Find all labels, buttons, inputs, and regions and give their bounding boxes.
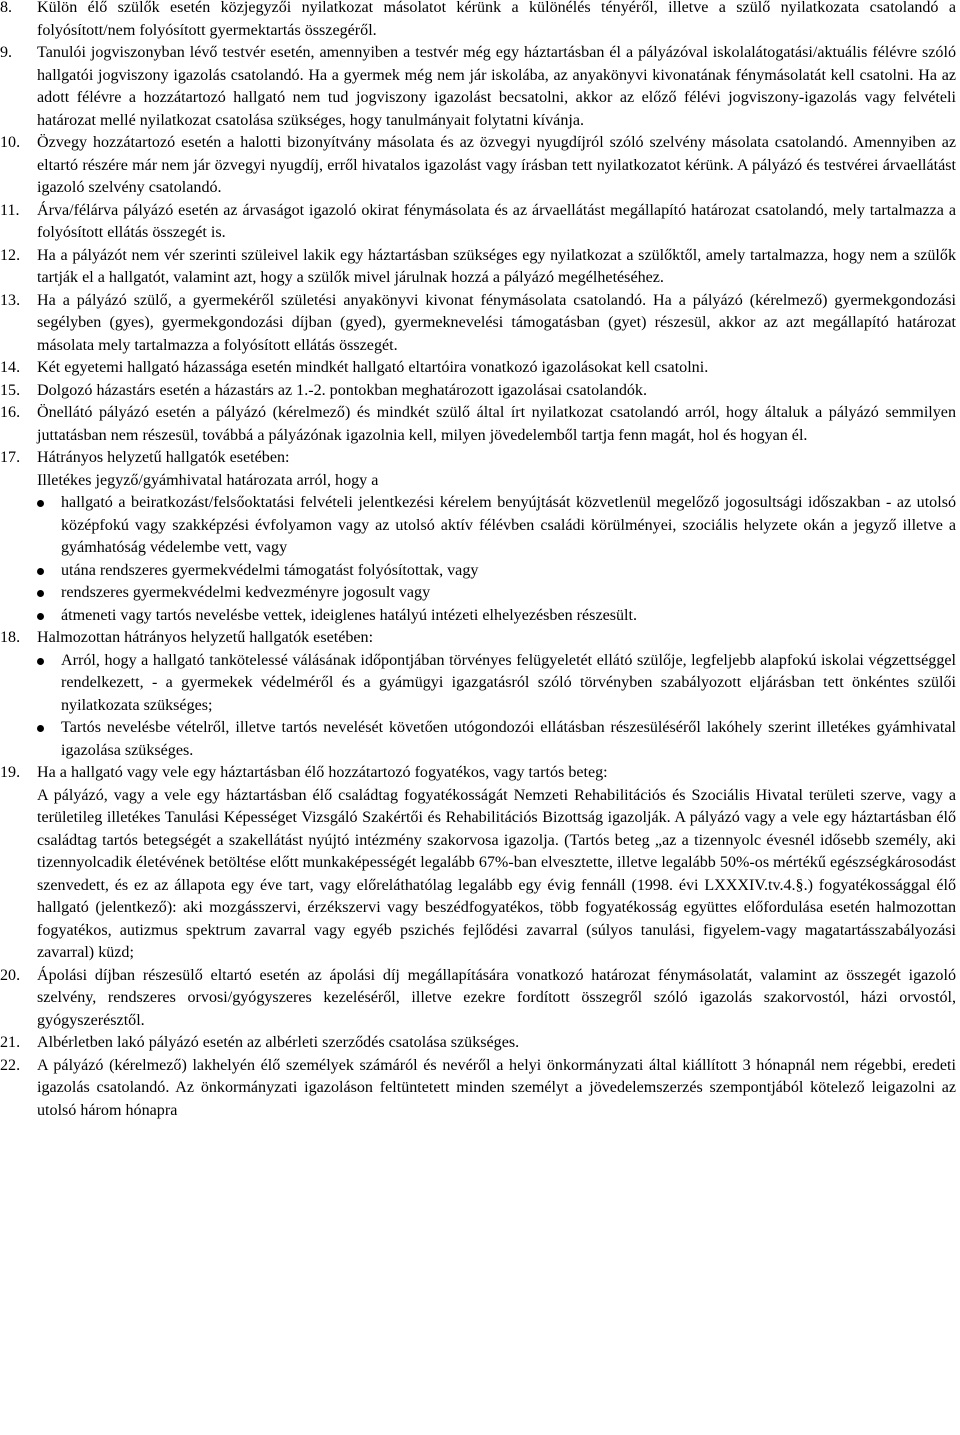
- item-number: 18.: [0, 629, 21, 646]
- list-item-11: [0, 200, 956, 245]
- list-item-20: [0, 965, 956, 1033]
- item-number: 10.: [0, 134, 21, 151]
- item-number: 20.: [0, 966, 21, 984]
- list-item-10: [0, 132, 956, 200]
- item-text: Ápolási díjban részesülő eltartó esetén az ápolási díj megállapítására vonatkozó határozat fénymásolatát, valamint az összegét igazoló szelvény, rendszeres orvosi/gyógyszeres kezeléséről, illetve ezekre fordított összegről szóló igazolás szakorvostól, házi orvostól, gyógyszerésztől.: [37, 966, 956, 1029]
- list-item-13: [0, 290, 956, 358]
- list-item-15: [0, 380, 956, 403]
- item-number: 21.: [0, 1034, 21, 1051]
- bullet-icon: [37, 590, 44, 597]
- item-text: Tanulói jogviszonyban lévő testvér esetén, amennyiben a testvér még egy háztartásban él a pályázóval iskolalátogatási/aktuális félévre szóló hallgatói jogviszony igazolás csatolandó. Ha a gyermek még nem jár iskolába, az anyakönyvi kivonatának fénymásolatát kell csatolni. Ha az adott félévre a hozzátartozó hallgató nem tud jogviszony igazolást becsatolni, akkor az előző félévi jogviszony-igazolás vagy felvételi határozat mellé nyilatkozat csatolása szükséges, hogy tanulmányait folytatni kívánja.: [37, 44, 956, 129]
- list-item-14: [0, 357, 956, 380]
- item-18-bullet-list: [37, 650, 956, 763]
- bullet-text: Arról, hogy a hallgató tankötelessé válásának időpontjában törvényes felügyeletét ellátó szülője, legfeljebb alapfokú iskolai végzettséggel rendelkezett, - a gyermekek védelméről és a gyámügyi igazgatásról szóló törvényben szabályozott eljárásban tett önkéntes szülői nyilatkozata szükséges;: [61, 651, 956, 714]
- list-item-18: [0, 627, 956, 650]
- item-number: 14.: [0, 359, 21, 376]
- item-text: Két egyetemi hallgató házassága esetén mindkét hallgató eltartóira vonatkozó igazolásokat kell csatolni.: [37, 359, 709, 376]
- bullet-item: [37, 560, 956, 583]
- item-number: 19.: [0, 764, 21, 781]
- item-text: Ha a hallgató vagy vele egy háztartásban élő hozzátartozó fogyatékos, vagy tartós beteg:: [37, 764, 608, 781]
- item-text: Albérletben lakó pályázó esetén az albérleti szerződés csatolása szükséges.: [37, 1034, 520, 1051]
- item-text: Halmozottan hátrányos helyzetű hallgatók esetében:: [37, 629, 374, 646]
- list-item-16: [0, 402, 956, 447]
- item-number: 8.: [0, 0, 13, 16]
- bullet-text: átmeneti vagy tartós nevelésbe vettek, ideiglenes hatályú intézeti elhelyezésben részesült.: [61, 606, 638, 624]
- bullet-item: [37, 492, 956, 560]
- item-text: Ha a pályázó szülő, a gyermekéről születési anyakönyvi kivonat fénymásolata csatolandó. Ha a pályázó (kérelmező) gyermekgondozási segélyben (gyes), gyermekgondozási díjban (gyed), gyermeknevelési támogatásban (gyet) részesül, akkor az azt megállapító határozat másolata mely tartalmazza a folyósított ellátás összegét.: [37, 291, 956, 354]
- bullet-item: [37, 717, 956, 762]
- bullet-icon: [37, 568, 44, 575]
- bullet-item: [37, 582, 956, 605]
- list-item-19: [0, 762, 956, 785]
- bullet-icon: [37, 658, 44, 665]
- item-17-bullet-list: [37, 492, 956, 627]
- list-item-17: [0, 447, 956, 470]
- item-text: Özvegy hozzátartozó esetén a halotti bizonyítvány másolata és az özvegyi nyugdíjról szóló szelvény másolata csatolandó. Amennyiben az eltartó részére már nem jár özvegyi nyugdíj, erről hivatalos igazolást vagy írásban tett nyilatkozatot kérünk. A pályázó és testvérei árvaellátást igazoló szelvény csatolandó.: [37, 134, 956, 196]
- bullet-icon: [37, 725, 44, 732]
- item-number: 13.: [0, 291, 21, 309]
- bullet-text: hallgató a beiratkozást/felsőoktatási felvételi jelentkezési kérelem benyújtását közvetlenül megelőző jogosultsági időszakban - az utolsó középfokú vagy szakképzési évfolyamon vagy az utolsó aktív félévben családi körülményei, szociális helyzete okán a jegyző illetve a gyámhatóság védelembe vett, vagy: [61, 494, 956, 556]
- item-text: A pályázó (kérelmező) lakhelyén élő személyek számáról és nevéről a helyi önkormányzati által kiállított 3 hónapnál nem régebbi, eredeti igazolás csatolandó. Az önkormányzati igazoláson feltüntetett minden személyt a jövedelemszerzés szempontjából kötelező leigazolni az utolsó három hónapra: [37, 1056, 956, 1119]
- bullet-icon: [37, 613, 44, 620]
- list-item-8: [0, 0, 956, 42]
- item-17-intro: Illetékes jegyző/gyámhivatal határozata arról, hogy a: [37, 471, 379, 489]
- bullet-text: Tartós nevelésbe vételről, illetve tartós nevelését követően utógondozói ellátásban részesüléséről lakóhely szerint illetékes gyámhivatal igazolása szükséges.: [61, 719, 956, 759]
- list-item-12: [0, 245, 956, 290]
- item-text: Hátrányos helyzetű hallgatók esetében:: [37, 449, 290, 466]
- item-text: Ha a pályázót nem vér szerinti szüleivel lakik egy háztartásban szükséges egy nyilatkozat a szülőktől, amely tartalmazza, hogy nem a szülők tartják el a hallgatót, valamint azt, hogy a szülők mivel járulnak hozzá a pályázó megélhetéséhez.: [37, 246, 956, 286]
- item-19-paragraph: A pályázó, vagy a vele egy háztartásban élő családtag fogyatékosságát Nemzeti Rehabilitációs és Szociális Hivatal területi szerve, vagy a területileg illetékes Tanulási Képességet Vizsgáló Szakértői és Rehabilitációs Bizottság igazolják. A pályázó vagy a vele egy háztartásban élő családtag tartós betegségét a szakellátást nyújtó intézmény szakorvosa igazolja. (Tartós beteg „az a tizennyolc évesnél idősebb személy, aki tizennyolcadik életévének betöltése előtt munkaképességét legalább 67%-ban elvesztette, illetve legalább 50%-os mértékű egészségkárosodást szenvedett, és ez az állapota egy éve tart, vagy előreláthatólag legalább egy évig fennáll (1998. évi LXXXIV.tv.4.§.) fogyatékossággal élő hallgató (jelentkező): aki mozgásszervi, érzékszervi vagy beszédfogyatékos, több fogyatékosság együttes előfordulása esetén halmozottan fogyatékos, autizmus spektrum zavarral vagy egyéb pszichés fejlődési zavarral (súlyos tanulási, figyelem-vagy magatartásszabályozási zavarral) küzd;: [37, 786, 956, 961]
- item-number: 12.: [0, 246, 21, 264]
- item-number: 22.: [0, 1056, 21, 1074]
- item-text: Önellátó pályázó esetén a pályázó (kérelmező) és mindkét szülő által írt nyilatkozat csatolandó arról, hogy általuk a pályázó semmilyen juttatásban nem részesül, továbbá a pályázónak igazolnia kell, milyen jövedelemből tartja fenn magát, hol és hogyan él.: [37, 404, 956, 444]
- item-number: 15.: [0, 381, 21, 399]
- item-text: Külön élő szülők esetén közjegyzői nyilatkozat másolatot kérünk a különélés tényéről, illetve a szülő nyilatkozata csatolandó a folyósított/nem folyósított gyermektartás összegéről.: [37, 0, 956, 39]
- bullet-icon: [37, 500, 44, 507]
- item-number: 11.: [0, 201, 20, 219]
- item-number: 9.: [0, 44, 13, 61]
- item-number: 17.: [0, 449, 21, 466]
- list-item-9: [0, 42, 956, 132]
- list-item-21: [0, 1032, 956, 1055]
- bullet-item: [37, 605, 956, 628]
- bullet-text: rendszeres gyermekvédelmi kedvezményre jogosult vagy: [61, 584, 431, 601]
- item-text: Árva/félárva pályázó esetén az árvaságot igazoló okirat fénymásolata és az árvaellátást megállapító határozat csatolandó, mely tartalmazza a folyósított ellátás összegét is.: [37, 201, 956, 241]
- list-item-22: [0, 1055, 956, 1123]
- item-text: Dolgozó házastárs esetén a házastárs az 1.-2. pontokban meghatározott igazolásai csatolandók.: [37, 381, 647, 399]
- bullet-text: utána rendszeres gyermekvédelmi támogatást folyósítottak, vagy: [61, 561, 479, 579]
- bullet-item: [37, 650, 956, 718]
- item-number: 16.: [0, 404, 21, 421]
